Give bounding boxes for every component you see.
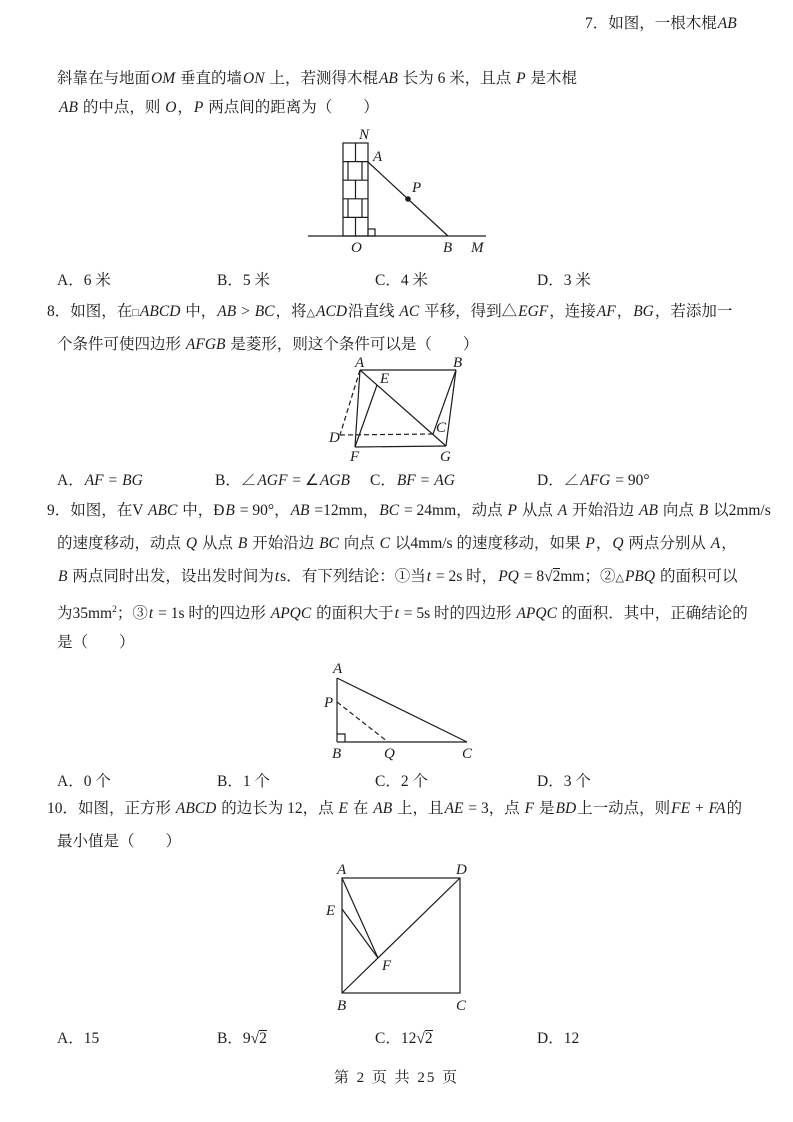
point-label-F: F <box>350 449 360 465</box>
point-label-E: E <box>326 903 336 919</box>
option-8-a: A．AF = BG <box>57 472 143 489</box>
option-8-d: D．∠AFG = 90° <box>537 472 650 489</box>
question-9-line-5: 是（ ） <box>57 634 135 651</box>
question-7-line-3: AB 的中点，则 O，P 两点间的距离为（ ） <box>59 99 379 116</box>
page-number: 第 2 页 共 25 页 <box>333 1070 460 1086</box>
question-8-line-1: 8．如图，在□ABCD 中，AB > BC，将△ACD沿直线 AC 平移，得到△EGF，连接AF，BG，若添加一 <box>47 303 733 320</box>
option-7-a: A．6 米 <box>57 272 111 289</box>
point-label-C: C <box>456 998 467 1014</box>
edge-FG <box>355 446 446 447</box>
option-9-b: B．1 个 <box>217 773 270 790</box>
figure-q7-stick-wall-diagram <box>300 126 500 256</box>
point-label-D: D <box>456 862 467 878</box>
option-9-a: A．0 个 <box>57 773 111 790</box>
point-label-C: C <box>436 420 447 436</box>
question-9-line-4: 为$35mm^2$；③t = 1s 时的四边形 APQC 的面积大于t = 5s 时的四边形 APQC 的面积．其中，正确结论的 <box>57 605 748 623</box>
figure-q10-square-diagram <box>315 863 485 1015</box>
question-9-line-3: B 两点同时出发，设出发时间为ts．有下列结论：①当t = 2s 时，PQ = 8√2mm；②△PBQ 的面积可以 <box>58 568 738 585</box>
question-10-line-2: 最小值是（ ） <box>57 833 182 850</box>
option-8-b: B．∠AGF = ∠AGB <box>215 472 351 489</box>
point-label-A: A <box>337 862 347 878</box>
point-label-O: O <box>351 240 362 256</box>
point-label-F: F <box>382 958 392 974</box>
point-label-P: P <box>324 695 334 711</box>
option-10-c: C．12√2 <box>375 1030 433 1047</box>
point-label-B: B <box>337 998 347 1014</box>
option-7-c: C．4 米 <box>375 272 428 289</box>
point-label-E: E <box>380 371 390 387</box>
question-7-line-1: 7．如图，一根木棍AB <box>585 15 737 32</box>
right-angle-mark <box>368 229 375 236</box>
point-label-M: M <box>471 240 484 256</box>
figure-q8-parallelogram-diagram <box>320 356 480 468</box>
option-10-d: D．12 <box>537 1030 580 1047</box>
question-8-line-2: 个条件可使四边形 AFGB 是菱形，则这个条件可以是（ ） <box>57 336 479 353</box>
point-label-C: C <box>462 746 473 762</box>
point-label-P: P <box>412 180 422 196</box>
edge-AC <box>337 678 467 742</box>
point-label-B: B <box>443 240 453 256</box>
point-label-Q: Q <box>384 746 395 762</box>
figure-q9-right-triangle-diagram <box>300 660 500 762</box>
option-10-a: A．15 <box>57 1030 100 1047</box>
point-label-B: B <box>332 746 342 762</box>
point-label-A: A <box>333 661 343 677</box>
option-9-c: C．2 个 <box>375 773 428 790</box>
point-label-D: D <box>329 430 340 446</box>
option-8-c: C．BF = AG <box>370 472 455 489</box>
question-7-line-2: 斜靠在与地面OM 垂直的墙ON 上，若测得木棍AB 长为 6 米，且点 P 是木棍 <box>57 70 578 87</box>
point-label-A: A <box>355 355 365 371</box>
segment-EF <box>342 909 378 958</box>
question-9-line-2: 的速度移动，动点 Q 从点 B 开始沿边 BC 向点 C 以4mm/s 的速度移动，如果 P，Q 两点分别从 A， <box>57 535 737 552</box>
diagonal-BD <box>342 878 460 993</box>
point-P-dot <box>405 196 411 202</box>
option-10-b: B．9√2 <box>217 1030 267 1047</box>
right-angle-mark <box>337 734 345 742</box>
question-10-line-1: 10．如图，正方形 ABCD 的边长为 12，点 E 在 AB 上，且AE = 3，点 F 是BD上一动点，则FE + FA的 <box>47 800 743 817</box>
edge-BG <box>446 370 456 446</box>
point-label-A: A <box>373 149 383 165</box>
edge-DC-dashed <box>340 434 433 435</box>
question-9-line-1: 9．如图，在V ABC 中，ÐB = 90°，AB =12mm，BC = 24mm，动点 P 从点 A 开始沿边 AB 向点 B 以2mm/s <box>47 502 771 519</box>
point-label-G: G <box>440 449 451 465</box>
segment-AF <box>342 878 378 958</box>
point-label-N: N <box>359 127 370 143</box>
point-label-B: B <box>453 355 463 371</box>
option-7-b: B．5 米 <box>217 272 270 289</box>
option-7-d: D．3 米 <box>537 272 591 289</box>
option-9-d: D．3 个 <box>537 773 591 790</box>
